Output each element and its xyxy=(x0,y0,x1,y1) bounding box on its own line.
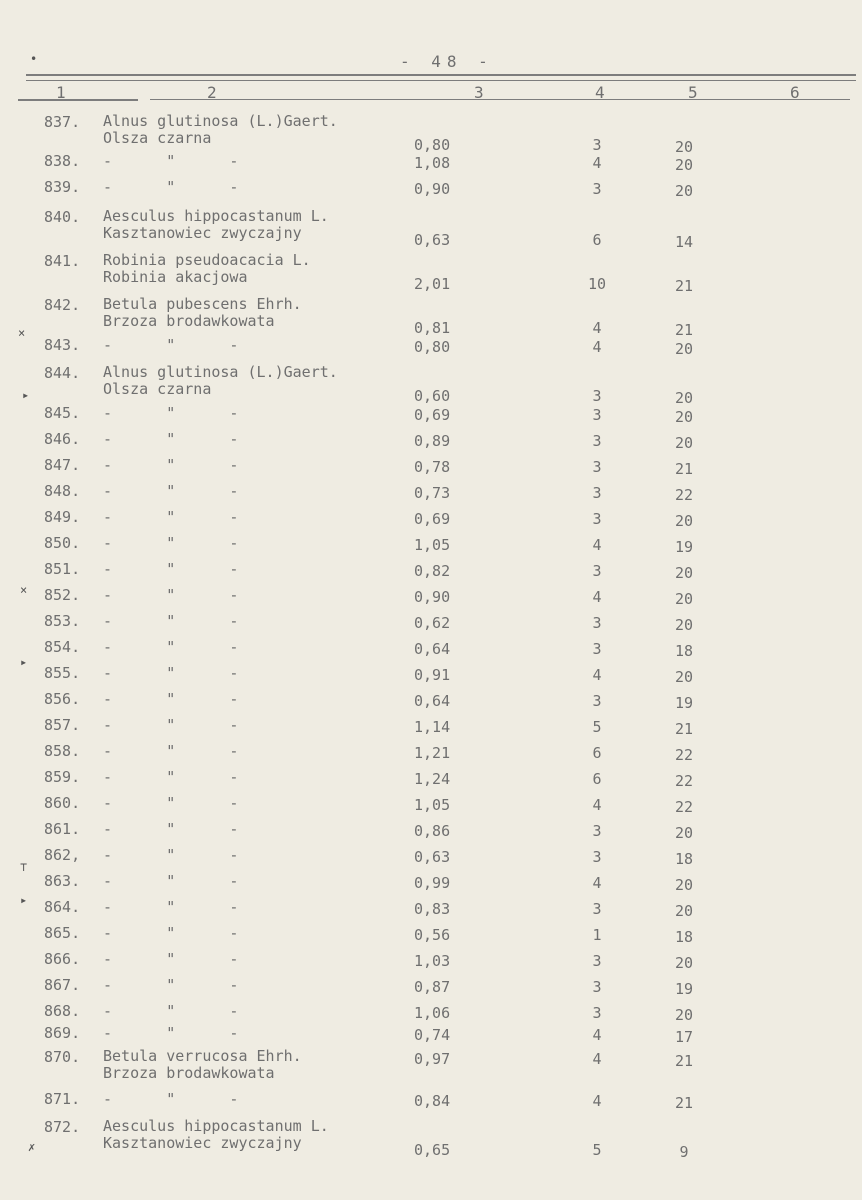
measurement-value: 0,91 xyxy=(414,666,451,684)
measurement-value: 0,90 xyxy=(414,588,451,606)
margin-mark: ▸ xyxy=(22,388,30,402)
ditto-marks: - " - xyxy=(103,152,239,170)
column-4-value: 3 xyxy=(592,640,602,658)
header-rule-left xyxy=(18,99,138,101)
column-5-value: 18 xyxy=(674,850,694,868)
ditto-marks: - " - xyxy=(103,612,239,630)
column-5-value: 20 xyxy=(674,340,694,358)
column-5-value: 20 xyxy=(674,389,694,407)
ditto-marks: - " - xyxy=(103,1024,239,1042)
header-rule-right xyxy=(150,99,850,100)
row-number: 849. xyxy=(44,508,81,526)
measurement-value: 1,14 xyxy=(414,718,451,736)
row-number: 863. xyxy=(44,872,81,890)
row-number: 848. xyxy=(44,482,81,500)
column-header-2: 2 xyxy=(207,83,217,102)
measurement-value: 0,74 xyxy=(414,1026,451,1044)
margin-mark: ⊤ xyxy=(20,860,28,874)
measurement-value: 0,81 xyxy=(414,319,451,337)
column-5-value: 20 xyxy=(674,156,694,174)
column-5-value: 22 xyxy=(674,486,694,504)
measurement-value: 1,03 xyxy=(414,952,451,970)
measurement-value: 1,05 xyxy=(414,796,451,814)
ditto-marks: - " - xyxy=(103,1090,239,1108)
column-4-value: 3 xyxy=(592,900,602,918)
row-number: 841. xyxy=(44,252,81,270)
row-number: 856. xyxy=(44,690,81,708)
margin-mark: × xyxy=(18,326,26,340)
column-header-1: 1 xyxy=(56,83,66,102)
ditto-marks: - " - xyxy=(103,742,239,760)
ditto-marks: - " - xyxy=(103,430,239,448)
column-4-value: 3 xyxy=(592,952,602,970)
page-number: - 48 - xyxy=(400,52,494,71)
row-number: 858. xyxy=(44,742,81,760)
measurement-value: 0,60 xyxy=(414,387,451,405)
column-4-value: 5 xyxy=(592,1141,602,1159)
column-header-5: 5 xyxy=(688,83,698,102)
ditto-marks: - " - xyxy=(103,560,239,578)
header-rule-second xyxy=(26,80,856,81)
row-number: 862, xyxy=(44,846,81,864)
measurement-value: 0,63 xyxy=(414,848,451,866)
margin-mark: ▸ xyxy=(20,893,28,907)
ditto-marks: - " - xyxy=(103,872,239,890)
column-5-value: 20 xyxy=(674,138,694,156)
ditto-marks: - " - xyxy=(103,898,239,916)
column-4-value: 3 xyxy=(592,180,602,198)
species-name: Betula verrucosa Ehrh. Brzoza brodawkowata xyxy=(103,1047,302,1082)
measurement-value: 0,63 xyxy=(414,231,451,249)
column-5-value: 9 xyxy=(679,1143,689,1161)
measurement-value: 1,08 xyxy=(414,154,451,172)
ditto-marks: - " - xyxy=(103,1002,239,1020)
row-number: 837. xyxy=(44,113,81,131)
column-4-value: 6 xyxy=(592,231,602,249)
column-header-3: 3 xyxy=(474,83,484,102)
column-4-value: 4 xyxy=(592,319,602,337)
row-number: 868. xyxy=(44,1002,81,1020)
column-5-value: 20 xyxy=(674,616,694,634)
ditto-marks: - " - xyxy=(103,638,239,656)
column-header-4: 4 xyxy=(595,83,605,102)
column-4-value: 5 xyxy=(592,718,602,736)
ditto-marks: - " - xyxy=(103,950,239,968)
column-5-value: 19 xyxy=(674,980,694,998)
row-number: 859. xyxy=(44,768,81,786)
measurement-value: 0,73 xyxy=(414,484,451,502)
row-number: 861. xyxy=(44,820,81,838)
column-4-value: 6 xyxy=(592,744,602,762)
column-5-value: 18 xyxy=(674,642,694,660)
measurement-value: 1,06 xyxy=(414,1004,451,1022)
measurement-value: 0,65 xyxy=(414,1141,451,1159)
column-4-value: 3 xyxy=(592,484,602,502)
column-4-value: 4 xyxy=(592,1092,602,1110)
column-5-value: 20 xyxy=(674,876,694,894)
row-number: 857. xyxy=(44,716,81,734)
column-4-value: 6 xyxy=(592,770,602,788)
measurement-value: 0,99 xyxy=(414,874,451,892)
species-name: Robinia pseudoacacia L. Robinia akacjowa xyxy=(103,251,311,286)
column-5-value: 20 xyxy=(674,408,694,426)
species-name: Alnus glutinosa (L.)Gaert. Olsza czarna xyxy=(103,112,338,147)
row-number: 853. xyxy=(44,612,81,630)
header-rule-top xyxy=(26,74,856,76)
measurement-value: 0,64 xyxy=(414,640,451,658)
column-4-value: 3 xyxy=(592,136,602,154)
ditto-marks: - " - xyxy=(103,534,239,552)
row-number: 847. xyxy=(44,456,81,474)
column-5-value: 21 xyxy=(674,720,694,738)
measurement-value: 1,05 xyxy=(414,536,451,554)
column-4-value: 4 xyxy=(592,536,602,554)
margin-mark: ▸ xyxy=(20,655,28,669)
column-4-value: 3 xyxy=(592,562,602,580)
ditto-marks: - " - xyxy=(103,404,239,422)
measurement-value: 0,89 xyxy=(414,432,451,450)
column-4-value: 3 xyxy=(592,692,602,710)
row-number: 845. xyxy=(44,404,81,422)
column-4-value: 4 xyxy=(592,1050,602,1068)
column-4-value: 3 xyxy=(592,458,602,476)
column-4-value: 3 xyxy=(592,406,602,424)
row-number: 865. xyxy=(44,924,81,942)
measurement-value: 0,64 xyxy=(414,692,451,710)
ditto-marks: - " - xyxy=(103,336,239,354)
column-4-value: 4 xyxy=(592,796,602,814)
row-number: 869. xyxy=(44,1024,81,1042)
column-5-value: 22 xyxy=(674,746,694,764)
column-4-value: 1 xyxy=(592,926,602,944)
measurement-value: 2,01 xyxy=(414,275,451,293)
column-4-value: 3 xyxy=(592,510,602,528)
column-4-value: 4 xyxy=(592,588,602,606)
measurement-value: 1,21 xyxy=(414,744,451,762)
column-header-6: 6 xyxy=(790,83,800,102)
row-number: 872. xyxy=(44,1118,81,1136)
row-number: 840. xyxy=(44,208,81,226)
measurement-value: 0,83 xyxy=(414,900,451,918)
column-4-value: 3 xyxy=(592,387,602,405)
row-number: 854. xyxy=(44,638,81,656)
measurement-value: 0,78 xyxy=(414,458,451,476)
row-number: 842. xyxy=(44,296,81,314)
row-number: 839. xyxy=(44,178,81,196)
species-name: Aesculus hippocastanum L. Kasztanowiec zwyczajny xyxy=(103,1117,329,1152)
column-5-value: 20 xyxy=(674,668,694,686)
column-4-value: 3 xyxy=(592,1004,602,1022)
ditto-marks: - " - xyxy=(103,976,239,994)
column-5-value: 21 xyxy=(674,321,694,339)
column-4-value: 4 xyxy=(592,154,602,172)
measurement-value: 1,24 xyxy=(414,770,451,788)
row-number: 867. xyxy=(44,976,81,994)
measurement-value: 0,56 xyxy=(414,926,451,944)
column-5-value: 21 xyxy=(674,1052,694,1070)
row-number: 846. xyxy=(44,430,81,448)
column-4-value: 3 xyxy=(592,848,602,866)
ditto-marks: - " - xyxy=(103,456,239,474)
row-number: 850. xyxy=(44,534,81,552)
ditto-marks: - " - xyxy=(103,508,239,526)
column-5-value: 20 xyxy=(674,182,694,200)
ditto-marks: - " - xyxy=(103,924,239,942)
column-4-value: 4 xyxy=(592,1026,602,1044)
ditto-marks: - " - xyxy=(103,716,239,734)
column-5-value: 22 xyxy=(674,798,694,816)
column-5-value: 22 xyxy=(674,772,694,790)
row-number: 838. xyxy=(44,152,81,170)
column-5-value: 17 xyxy=(674,1028,694,1046)
measurement-value: 0,87 xyxy=(414,978,451,996)
species-name: Betula pubescens Ehrh. Brzoza brodawkowata xyxy=(103,295,302,330)
column-5-value: 20 xyxy=(674,512,694,530)
column-4-value: 3 xyxy=(592,614,602,632)
ditto-marks: - " - xyxy=(103,664,239,682)
row-number: 843. xyxy=(44,336,81,354)
measurement-value: 0,90 xyxy=(414,180,451,198)
ditto-marks: - " - xyxy=(103,768,239,786)
column-4-value: 3 xyxy=(592,432,602,450)
row-number: 844. xyxy=(44,364,81,382)
measurement-value: 0,62 xyxy=(414,614,451,632)
column-5-value: 20 xyxy=(674,564,694,582)
row-number: 870. xyxy=(44,1048,81,1066)
column-4-value: 4 xyxy=(592,338,602,356)
margin-mark: • xyxy=(30,52,38,66)
measurement-value: 0,84 xyxy=(414,1092,451,1110)
species-name: Aesculus hippocastanum L. Kasztanowiec zwyczajny xyxy=(103,207,329,242)
column-5-value: 20 xyxy=(674,824,694,842)
ditto-marks: - " - xyxy=(103,820,239,838)
ditto-marks: - " - xyxy=(103,690,239,708)
column-5-value: 18 xyxy=(674,928,694,946)
column-5-value: 19 xyxy=(674,694,694,712)
measurement-value: 0,97 xyxy=(414,1050,451,1068)
row-number: 866. xyxy=(44,950,81,968)
measurement-value: 0,69 xyxy=(414,406,451,424)
column-4-value: 3 xyxy=(592,822,602,840)
row-number: 851. xyxy=(44,560,81,578)
measurement-value: 0,80 xyxy=(414,338,451,356)
measurement-value: 0,80 xyxy=(414,136,451,154)
ditto-marks: - " - xyxy=(103,586,239,604)
ditto-marks: - " - xyxy=(103,178,239,196)
row-number: 871. xyxy=(44,1090,81,1108)
measurement-value: 0,69 xyxy=(414,510,451,528)
column-5-value: 20 xyxy=(674,590,694,608)
column-5-value: 21 xyxy=(674,460,694,478)
column-5-value: 20 xyxy=(674,434,694,452)
column-5-value: 20 xyxy=(674,954,694,972)
column-4-value: 4 xyxy=(592,666,602,684)
row-number: 860. xyxy=(44,794,81,812)
column-4-value: 3 xyxy=(592,978,602,996)
column-5-value: 20 xyxy=(674,1006,694,1024)
column-4-value: 10 xyxy=(587,275,607,293)
column-5-value: 14 xyxy=(674,233,694,251)
row-number: 855. xyxy=(44,664,81,682)
column-5-value: 19 xyxy=(674,538,694,556)
species-name: Alnus glutinosa (L.)Gaert. Olsza czarna xyxy=(103,363,338,398)
column-5-value: 21 xyxy=(674,1094,694,1112)
column-5-value: 20 xyxy=(674,902,694,920)
column-4-value: 4 xyxy=(592,874,602,892)
ditto-marks: - " - xyxy=(103,846,239,864)
ditto-marks: - " - xyxy=(103,794,239,812)
column-5-value: 21 xyxy=(674,277,694,295)
margin-mark: × xyxy=(20,583,28,597)
row-number: 864. xyxy=(44,898,81,916)
ditto-marks: - " - xyxy=(103,482,239,500)
row-number: 852. xyxy=(44,586,81,604)
measurement-value: 0,82 xyxy=(414,562,451,580)
measurement-value: 0,86 xyxy=(414,822,451,840)
margin-mark: ✗ xyxy=(28,1140,36,1154)
